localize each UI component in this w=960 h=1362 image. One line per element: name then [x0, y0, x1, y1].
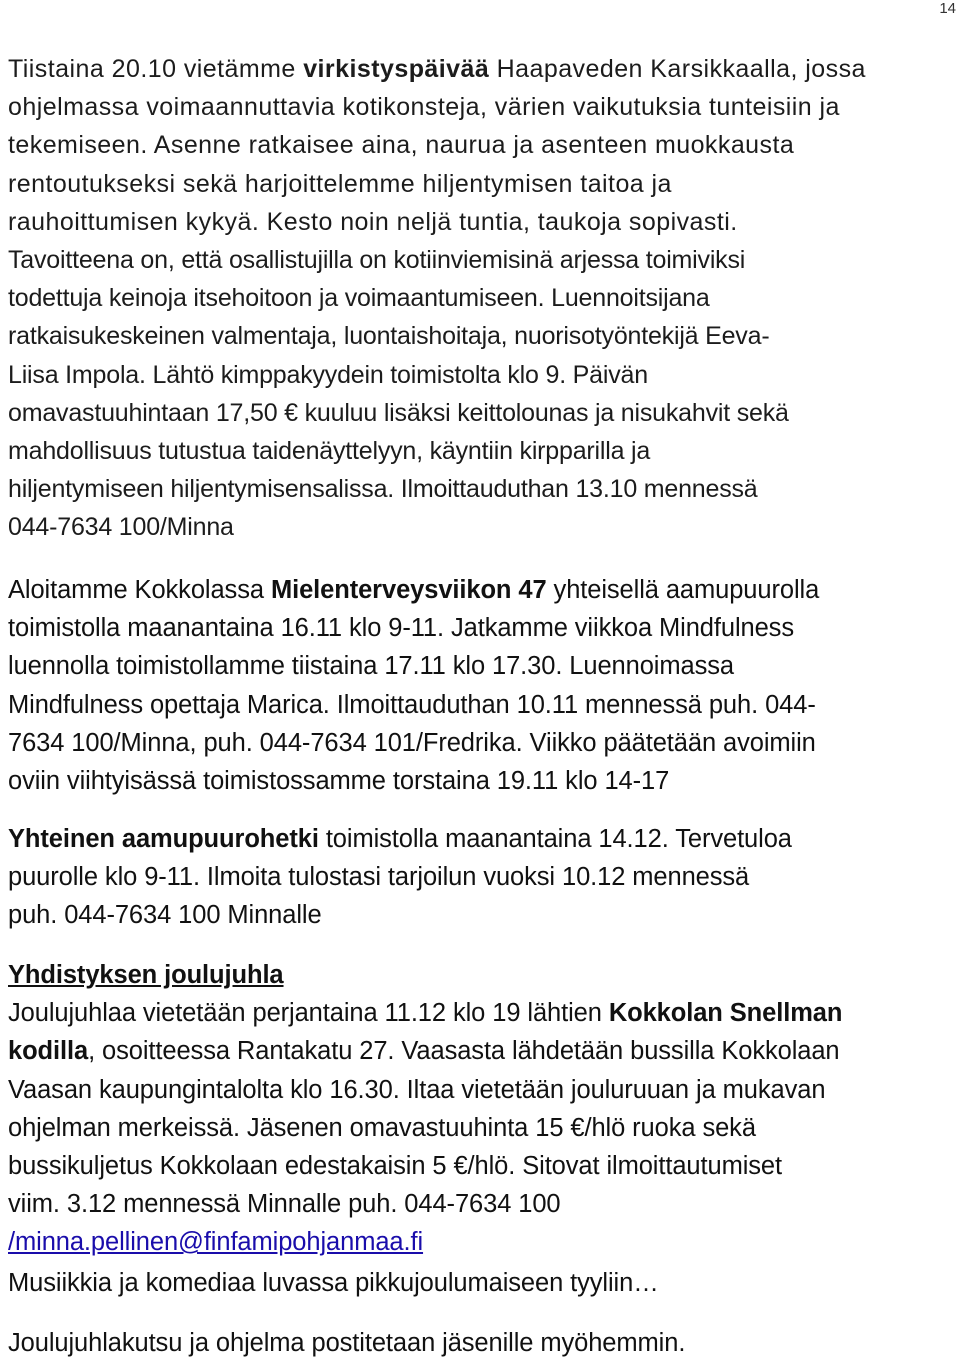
text-line [8, 571, 953, 609]
text-line: hiljentymiseen hiljentymisensalissa. Ilmoittauduthan 13.10 mennessä [8, 475, 758, 504]
text-line: luennolla toimistollamme tiistaina 17.11 klo 17.30. Luennoimassa [8, 652, 734, 681]
text-line: omavastuuhintaan 17,50 € kuuluu lisäksi keittolounas ja nisukahvit sekä [8, 398, 789, 427]
text-run: , osoitteessa Rantakatu 27. Vaasasta lähdetään bussilla Kokkolaan [88, 1037, 840, 1066]
page-number: 14 [939, 0, 956, 17]
text-line: todettuja keinoja itsehoitoon ja voimaantumiseen. Luennoitsijana [8, 284, 710, 313]
text-run: toimistolla maanantaina 14.12. Tervetuloa [318, 825, 792, 853]
paragraph-aamupuurohetki [8, 820, 953, 935]
text-line [8, 1223, 953, 1261]
text-line [8, 1032, 953, 1070]
text-line: rauhoittumisen kykyä. Kesto noin neljä tuntia, taukoja sopivasti. [8, 207, 738, 236]
paragraph-virkistyspaiva [8, 50, 953, 547]
text-line: ohjelman merkeissä. Jäsenen omavastuuhinta 15 €/hlö ruoka sekä [8, 1113, 756, 1142]
text-run: Haapaveden Karsikkaalla, jossa [489, 55, 866, 83]
emphasis-aamupuurohetki: Yhteinen aamupuurohetki [8, 825, 319, 853]
text-line: oviin viihtyisässä toimistossamme torstaina 19.11 klo 14-17 [8, 767, 670, 796]
text-line [8, 820, 953, 858]
emphasis-mielenterveysviikko: Mielenterveysviikon 47 [270, 576, 547, 604]
text-line: puh. 044-7634 100 Minnalle [8, 901, 322, 930]
emphasis-snellman: Kokkolan Snellman [608, 999, 843, 1028]
text-line: Vaasan kaupungintalolta klo 16.30. Iltaa vietetään jouluruuan ja mukavan [8, 1075, 826, 1104]
text-line [8, 50, 953, 88]
text-run: yhteisellä aamupuurolla [546, 576, 820, 604]
text-line: Liisa Impola. Lähtö kimppakyydein toimistolta klo 9. Päivän [8, 360, 648, 389]
emphasis-virkistyspaiva: virkistyspäivää [303, 55, 490, 83]
text-line [8, 994, 953, 1032]
paragraph-kutsu [8, 1324, 953, 1362]
text-line: ratkaisukeskeinen valmentaja, luontaishoitaja, nuorisotyöntekijä Eeva- [8, 322, 770, 351]
text-run: Joulujuhlaa vietetään perjantaina 11.12 klo 19 lähtien [8, 999, 609, 1028]
text-line: 7634 100/Minna, puh. 044-7634 101/Fredrika. Viikko päätetään avoimiin [8, 728, 816, 757]
text-line: bussikuljetus Kokkolaan edestakaisin 5 €/hlö. Sitovat ilmoittautumiset [8, 1152, 783, 1181]
section-heading [8, 956, 953, 994]
emphasis-kodilla: kodilla [8, 1037, 89, 1066]
heading-joulujuhla: Yhdistyksen joulujuhla [8, 961, 284, 989]
text-line: viim. 3.12 mennessä Minnalle puh. 044-7634 100 [8, 1190, 561, 1219]
text-line: 044-7634 100/Minna [8, 513, 234, 542]
text-run: Aloitamme Kokkolassa [8, 576, 271, 604]
text-line: rentoutukseksi sekä harjoittelemme hiljentymisen taitoa ja [8, 169, 672, 198]
text-line: Tavoitteena on, että osallistujilla on kotiinviemisinä arjessa toimiviksi [8, 246, 746, 275]
text-line: Mindfulness opettaja Marica. Ilmoittauduthan 10.11 mennessä puh. 044- [8, 690, 816, 719]
paragraph-musiikkia [8, 1264, 953, 1302]
text-line: Musiikkia ja komediaa luvassa pikkujoulumaiseen tyyliin… [8, 1269, 659, 1297]
text-line: ohjelmassa voimaannuttavia kotikonsteja, värien vaikutuksia tunteisiin ja [8, 93, 840, 122]
text-line: toimistolla maanantaina 16.11 klo 9-11. Jatkamme viikkoa Mindfulness [8, 614, 794, 643]
email-link[interactable]: /minna.pellinen@finfamipohjanmaa.fi [8, 1228, 424, 1257]
text-run: Tiistaina 20.10 vietämme [8, 55, 304, 83]
text-line: Joulujuhlakutsu ja ohjelma postitetaan jäsenille myöhemmin. [8, 1329, 686, 1357]
text-line: tekemiseen. Asenne ratkaisee aina, naurua ja asenteen muokkausta [8, 131, 795, 160]
paragraph-joulujuhla [8, 956, 953, 1262]
text-line: mahdollisuus tutustua taidenäyttelyyn, käyntiin kirpparilla ja [8, 437, 651, 466]
text-line: puurolle klo 9-11. Ilmoita tulostasi tarjoilun vuoksi 10.12 mennessä [8, 863, 750, 892]
paragraph-mielenterveysviikko [8, 571, 953, 800]
